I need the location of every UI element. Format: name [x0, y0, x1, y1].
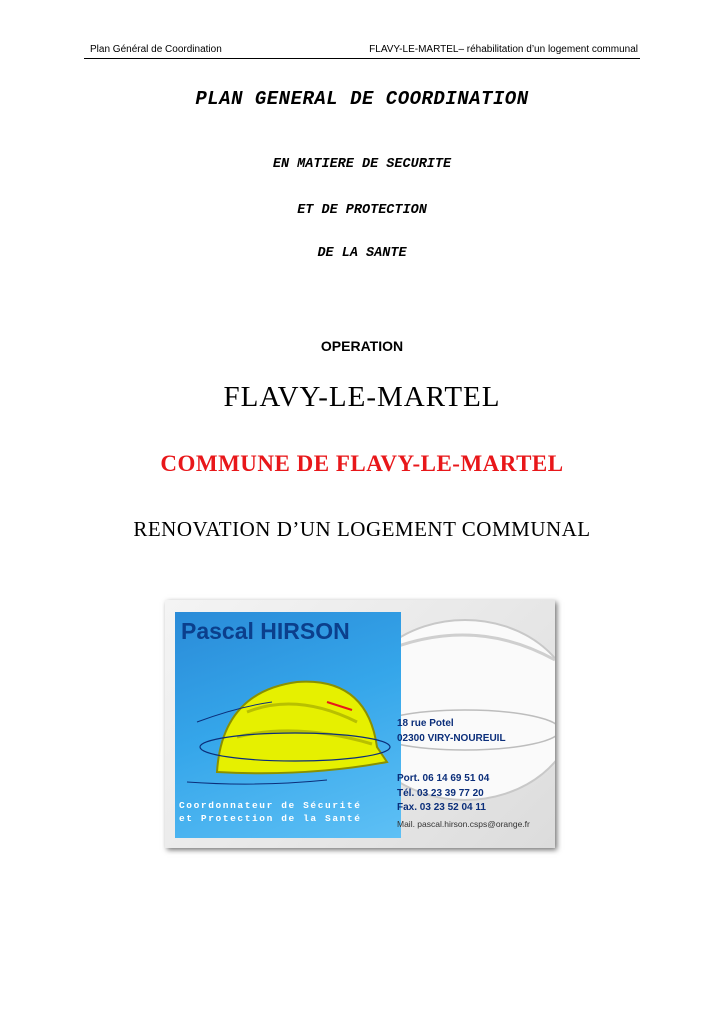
operation-label: OPERATION	[320, 338, 404, 354]
helmet-icon	[177, 652, 401, 792]
subtitle-line-3: DE LA SANTE	[317, 246, 407, 261]
card-fax: Fax. 03 23 52 04 11	[397, 802, 486, 813]
page-header	[84, 42, 640, 59]
card-address-2: 02300 VIRY-NOUREUIL	[397, 733, 506, 744]
card-address-1: 18 rue Potel	[397, 718, 454, 729]
header-right: FLAVY-LE-MARTEL– réhabilitation d’un logement communal	[369, 44, 638, 55]
card-role	[179, 799, 397, 825]
town-name: FLAVY-LE-MARTEL	[223, 381, 501, 413]
role-line-2: et Protection de la Santé	[179, 813, 362, 824]
card-mail: Mail. pascal.hirson.csps@orange.fr	[397, 819, 530, 829]
subtitle-line-1: EN MATIERE DE SECURITE	[272, 157, 452, 172]
card-name: Pascal HIRSON	[181, 618, 350, 644]
role-line-1: Coordonnateur de Sécurité	[179, 800, 362, 811]
project-title: RENOVATION D’UN LOGEMENT COMMUNAL	[133, 517, 591, 541]
business-card	[165, 600, 555, 848]
document-title: PLAN GENERAL DE COORDINATION	[195, 88, 529, 110]
commune-name: COMMUNE DE FLAVY-LE-MARTEL	[160, 451, 564, 476]
header-left: Plan Général de Coordination	[90, 44, 222, 55]
card-port: Port. 06 14 69 51 04	[397, 773, 490, 784]
subtitle-line-2: ET DE PROTECTION	[297, 203, 427, 218]
card-tel: Tél. 03 23 39 77 20	[397, 788, 484, 799]
